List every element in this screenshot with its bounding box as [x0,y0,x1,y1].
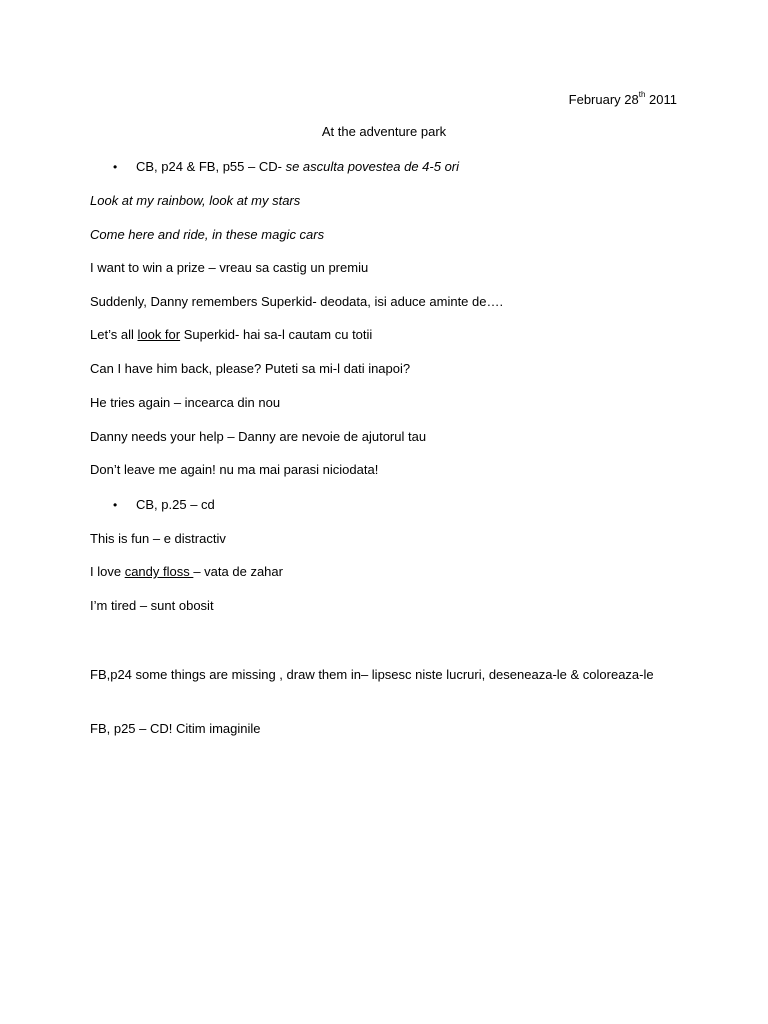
line-candy-floss-end: – vata de zahar [193,564,283,579]
line-fun: This is fun – e distractiv [90,531,226,546]
line-look-for-end: Superkid- hai sa-l cautam cu totii [180,327,373,342]
line-look-for-underlined: look for [137,327,181,342]
line-look-for [90,327,372,343]
line-have-him-back: Can I have him back, please? Puteti sa mi-l dati inapoi? [90,361,411,376]
date-year: 2011 [645,92,677,107]
date-suffix: th [638,90,646,99]
line-needs-help: Danny needs your help – Danny are nevoie de ajutorul tau [90,429,427,444]
line-magic-cars: Come here and ride, in these magic cars [90,227,325,242]
page-title: At the adventure park [321,124,447,139]
line-rainbow: Look at my rainbow, look at my stars [90,193,301,208]
paragraph-missing-things: FB,p24 some things are missing , draw them in– lipsesc niste lucruri, deseneaza-le & coloreaza-le [90,667,654,682]
bullet-marker-1: • [113,160,118,174]
bullet-item-2: CB, p.25 – cd [136,497,215,512]
line-citim-imaginile: FB, p25 – CD! Citim imaginile [90,721,261,736]
bullet-marker-2: • [113,498,118,512]
line-candy-floss-start: I love [90,564,125,579]
line-tries-again: He tries again – incearca din nou [90,395,281,410]
line-dont-leave: Don’t leave me again! nu ma mai parasi niciodata! [90,462,379,477]
date-header [569,92,677,108]
line-win-prize: I want to win a prize – vreau sa castig un premiu [90,260,369,275]
line-candy-floss-underlined: candy floss [124,564,194,579]
bullet-item-1 [136,159,459,175]
bullet-1-text: CB, p24 & FB, p55 – CD- [136,159,286,174]
line-look-for-start: Let’s all [90,327,138,342]
line-tired: I’m tired – sunt obosit [90,598,214,613]
bullet-1-italic-text: se asculta povestea de 4-5 ori [285,159,460,174]
date-month: February 28 [568,92,639,107]
line-candy-floss [90,564,283,580]
line-remembers: Suddenly, Danny remembers Superkid- deodata, isi aduce aminte de…. [90,294,504,309]
